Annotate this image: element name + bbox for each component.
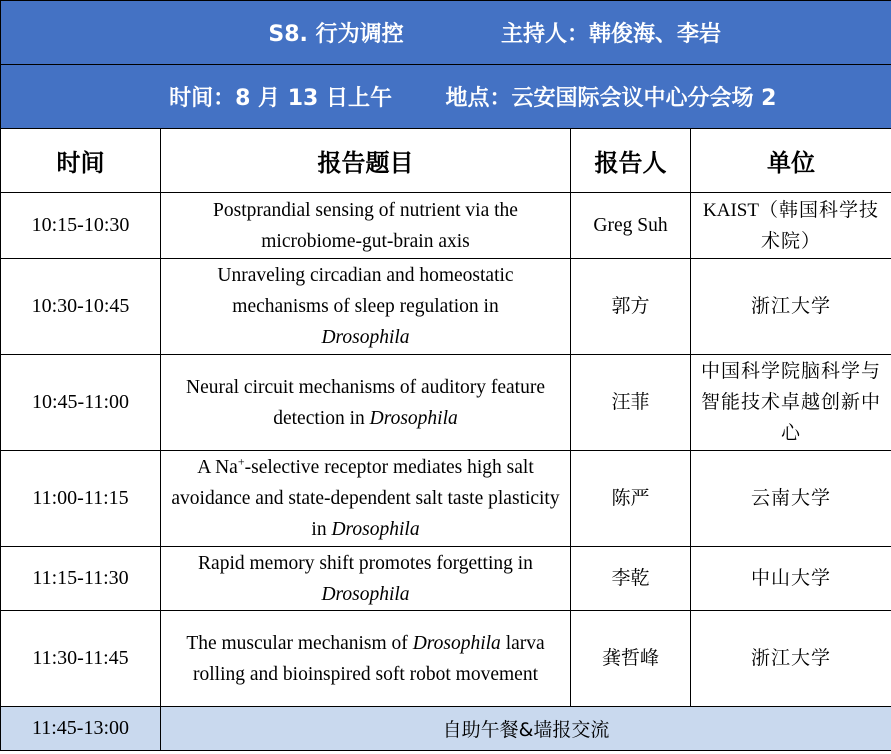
talk-affiliation: 浙江大学 bbox=[691, 259, 891, 355]
talk-speaker: Greg Suh bbox=[571, 193, 691, 259]
table-row bbox=[1, 259, 891, 355]
talk-title-species: Drosophila bbox=[321, 327, 410, 348]
talk-title bbox=[161, 547, 571, 611]
lunch-time: 11:45-13:00 bbox=[1, 707, 161, 751]
talk-affiliation: 中国科学院脑科学与智能技术卓越创新中心 bbox=[691, 355, 891, 451]
talk-title-text: Neural circuit mechanisms of auditory feature detection in bbox=[186, 376, 545, 429]
table-row bbox=[1, 451, 891, 547]
talk-speaker: 陈严 bbox=[571, 451, 691, 547]
session-info-cell bbox=[1, 65, 891, 129]
talk-title-species: Drosophila bbox=[369, 407, 458, 429]
talk-title bbox=[161, 355, 571, 451]
session-id-title: S8. 行为调控 bbox=[268, 22, 404, 47]
talk-time: 10:15-10:30 bbox=[1, 193, 161, 259]
talk-title-text: Postprandial sensing of nutrient via the microbiome-gut-brain axis bbox=[213, 199, 518, 252]
talk-title-text: The muscular mechanism of bbox=[186, 632, 408, 654]
talk-title bbox=[161, 451, 571, 547]
lunch-row bbox=[1, 707, 891, 751]
table-row bbox=[1, 193, 891, 259]
talk-title-species: Drosophila bbox=[412, 632, 501, 654]
talk-title-text: Rapid memory shift promotes forgetting in bbox=[198, 552, 533, 574]
talk-title-text-rest: larva rolling and bioinspired soft robot movement bbox=[193, 632, 545, 685]
talk-affiliation: 云南大学 bbox=[691, 451, 891, 547]
talk-affiliation-cjk: （韩国科学技术院） bbox=[758, 198, 879, 252]
talk-speaker: 汪菲 bbox=[571, 355, 691, 451]
talk-title-text: Unraveling circadian and homeostatic mechanisms of sleep regulation in bbox=[217, 265, 514, 317]
talk-affiliation: 中山大学 bbox=[691, 547, 891, 611]
session-hosts: 主持人：韩俊海、李岩 bbox=[501, 22, 722, 47]
talk-time: 11:30-11:45 bbox=[1, 611, 161, 707]
column-header-row bbox=[1, 129, 891, 193]
talk-time: 11:00-11:15 bbox=[1, 451, 161, 547]
table-row bbox=[1, 611, 891, 707]
talk-title-species: Drosophila bbox=[321, 583, 410, 605]
talk-title-species: Drosophila bbox=[331, 519, 420, 540]
talk-title bbox=[161, 193, 571, 259]
talk-time: 10:30-10:45 bbox=[1, 259, 161, 355]
column-header-speaker: 报告人 bbox=[571, 129, 691, 193]
talk-title-text-rest: -selective receptor mediates high salt avoidance and state-dependent salt taste plasticity in bbox=[171, 457, 560, 540]
talk-title-text: A Na bbox=[197, 457, 238, 478]
lunch-label: 自助午餐&墙报交流 bbox=[161, 707, 891, 751]
talk-speaker: 龚哲峰 bbox=[571, 611, 691, 707]
table-row bbox=[1, 355, 891, 451]
talk-speaker: 李乾 bbox=[571, 547, 691, 611]
talk-affiliation: 浙江大学 bbox=[691, 611, 891, 707]
talk-title-superscript: + bbox=[237, 454, 245, 469]
session-info-row bbox=[1, 65, 891, 129]
session-title-cell bbox=[1, 1, 891, 65]
session-title-row bbox=[1, 1, 891, 65]
talk-time: 10:45-11:00 bbox=[1, 355, 161, 451]
column-header-affiliation: 单位 bbox=[691, 129, 891, 193]
talk-time: 11:15-11:30 bbox=[1, 547, 161, 611]
talk-title bbox=[161, 611, 571, 707]
talk-affiliation-latin: KAIST bbox=[703, 199, 759, 221]
session-time: 时间：8 月 13 日上午 bbox=[169, 86, 392, 111]
column-header-title: 报告题目 bbox=[161, 129, 571, 193]
column-header-time: 时间 bbox=[1, 129, 161, 193]
session-place: 地点：云安国际会议中心分会场 2 bbox=[445, 86, 777, 111]
talk-speaker: 郭方 bbox=[571, 259, 691, 355]
talk-affiliation bbox=[691, 193, 891, 259]
talk-title bbox=[161, 259, 571, 355]
table-row bbox=[1, 547, 891, 611]
